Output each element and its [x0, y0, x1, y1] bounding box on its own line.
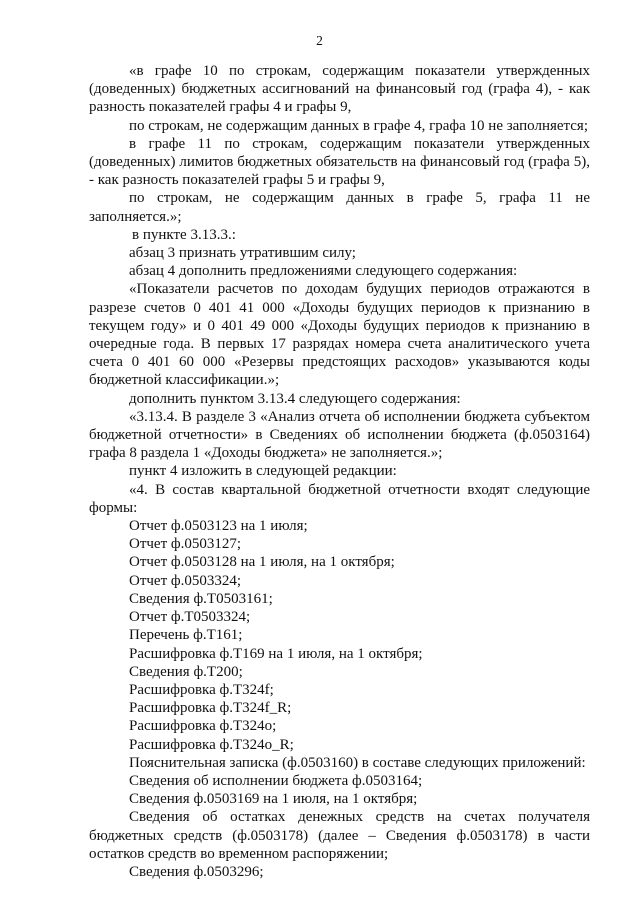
- list-item: Отчет ф.0503123 на 1 июля;: [129, 518, 308, 535]
- list-item: Расшифровка ф.Т324о_R;: [129, 736, 294, 753]
- list-item: Отчет ф.0503324;: [129, 572, 242, 589]
- paragraph-dohody-budushih: «Показатели расчетов по доходам будущих периодов отражаются в разрезе счетов 0 401 41 000 «Доходы будущих периодов к признанию в текущем году» и 0 401 49 000 «Доходы будущих периодов к признанию в очередные года. В первых 17 разрядах номера счета аналитического учета счета 0 401 60 000 «Резервы предстоящих расходов» указываются коды бюджетной классификации.»;: [89, 281, 590, 389]
- list-item: Расшифровка ф.Т169 на 1 июля, на 1 октября;: [129, 645, 423, 662]
- list-item: Сведения ф.Т0503161;: [129, 590, 273, 607]
- paragraph-point-3-13-3: в пункте 3.13.3.:: [132, 226, 236, 243]
- list-item: Отчет ф.0503128 на 1 июля, на 1 октября;: [129, 554, 395, 571]
- list-item: Сведения об исполнении бюджета ф.0503164;: [129, 772, 423, 789]
- paragraph-grafa-10: «в графе 10 по строкам, содержащим показатели утвержденных (доведенных) бюджетных ассигнований на финансовый год (графа 4), - как разность показателей графы 4 и графы 9,: [89, 63, 590, 116]
- list-item: Расшифровка ф.Т324о;: [129, 718, 277, 735]
- list-item: Перечень ф.Т161;: [129, 627, 243, 644]
- document-body: [89, 62, 590, 881]
- list-item: Расшифровка ф.Т324f_R;: [129, 700, 292, 717]
- paragraph-3-13-4: «3.13.4. В разделе 3 «Анализ отчета об исполнении бюджета субъектом бюджетной отчетности» в Сведениях об исполнении бюджета (ф.0503164) графа 8 раздела 1 «Доходы бюджета» не заполняется.»;: [89, 408, 590, 462]
- paragraph-abzac-3: абзац 3 признать утратившим силу;: [129, 245, 356, 262]
- list-item: Сведения ф.0503296;: [129, 863, 264, 880]
- paragraph-forms-intro: «4. В состав квартальной бюджетной отчетности входят следующие формы:: [89, 481, 590, 516]
- list-item: Пояснительная записка (ф.0503160) в составе следующих приложений:: [129, 754, 586, 771]
- paragraph-grafa-11: в графе 11 по строкам, содержащим показатели утвержденных (доведенных) лимитов бюджетных обязательств на финансовый год (графа 5), - как разность показателей графы 5 и графы 9,: [89, 135, 590, 189]
- list-item: Расшифровка ф.Т324f;: [129, 681, 274, 698]
- list-item: Сведения ф.Т200;: [129, 663, 243, 680]
- paragraph-grafa-11-empty: по строкам, не содержащим данных в графе 5, графа 11 не заполняется.»;: [89, 190, 590, 225]
- paragraph-grafa-10-empty: по строкам, не содержащим данных в графе 4, графа 10 не заполняется;: [129, 117, 588, 134]
- list-item: Сведения об остатках денежных средств на счетах получателя бюджетных средств (ф.0503178) (далее – Сведения ф.0503178) в части остатков средств во временном распоряжении;: [89, 809, 590, 862]
- paragraph-add-3-13-4: дополнить пунктом 3.13.4 следующего содержания:: [129, 390, 461, 407]
- forms-list: [89, 517, 590, 881]
- list-item: Отчет ф.0503127;: [129, 536, 242, 553]
- page-number: 2: [316, 33, 323, 48]
- list-item: Отчет ф.Т0503324;: [129, 609, 251, 626]
- paragraph-abzac-4: абзац 4 дополнить предложениями следующего содержания:: [129, 263, 518, 280]
- list-item: Сведения ф.0503169 на 1 июля, на 1 октября;: [129, 791, 418, 808]
- paragraph-point-4: пункт 4 изложить в следующей редакции:: [129, 463, 397, 480]
